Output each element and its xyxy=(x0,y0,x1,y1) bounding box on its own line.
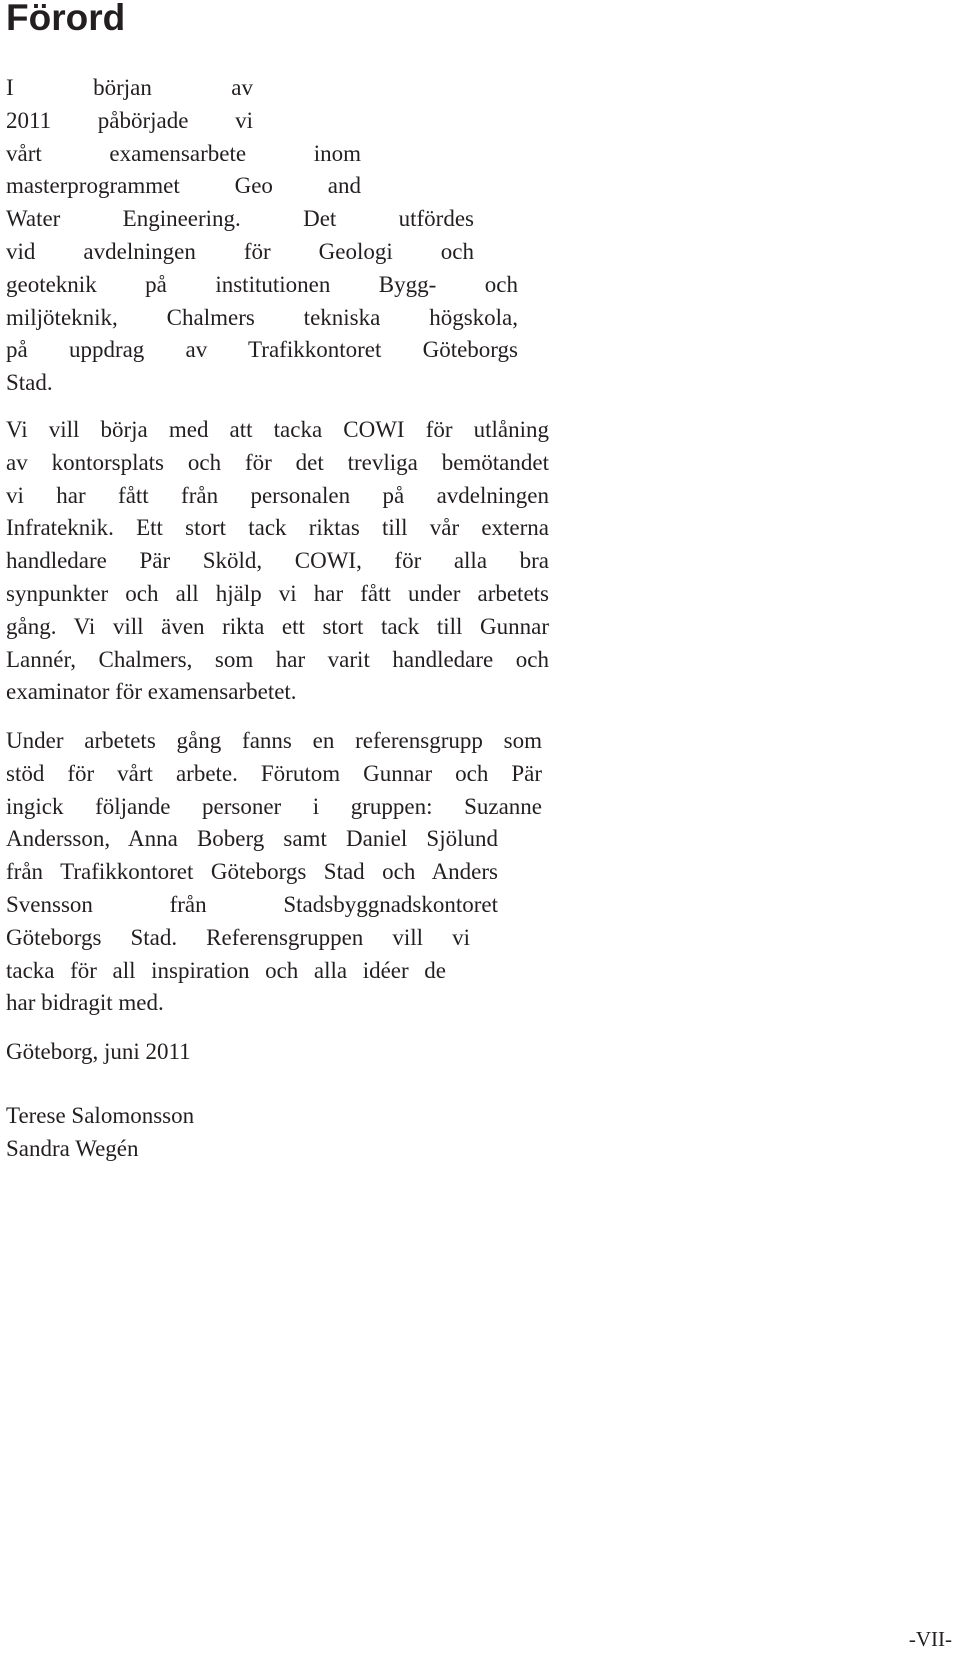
text-line: I början av xyxy=(6,75,253,100)
text-line: gång. Vi vill även rikta ett stort tack till Gunnar xyxy=(6,613,549,639)
text-line: Under arbetets gång fanns en referensgrupp som xyxy=(6,728,542,753)
text-line: av kontorsplats och för det trevliga bemötandet xyxy=(6,449,549,475)
text-line: Vi vill börja med att tacka COWI för utlåning xyxy=(6,417,549,442)
text-line: Stad. xyxy=(6,370,53,396)
text-line: miljöteknik, Chalmers tekniska högskola, xyxy=(6,304,518,330)
author-name: Terese Salomonsson xyxy=(6,1103,195,1128)
text-line: vid avdelningen för Geologi och xyxy=(6,238,474,264)
text-line: stöd för vårt arbete. Förutom Gunnar och Pär xyxy=(6,760,542,786)
text-line: på uppdrag av Trafikkontoret Göteborgs xyxy=(6,337,518,363)
text-line: vi har fått från personalen på avdelningen xyxy=(6,482,549,508)
paragraph-acknowledgements xyxy=(6,414,549,709)
text-line: tacka för all inspiration och alla idéer de xyxy=(6,957,446,983)
text-line: ingick följande personer i gruppen: Suzanne xyxy=(6,793,542,819)
text-line: Lannér, Chalmers, som har varit handledare och xyxy=(6,646,549,672)
text-line: Infrateknik. Ett stort tack riktas till vår externa xyxy=(6,515,549,541)
text-line: Göteborgs Stad. Referensgruppen vill vi xyxy=(6,924,470,950)
text-line: från Trafikkontoret Göteborgs Stad och Anders xyxy=(6,859,498,885)
text-line: Andersson, Anna Boberg samt Daniel Sjölund xyxy=(6,826,498,852)
author-list xyxy=(6,1100,194,1166)
page-title: Förord xyxy=(6,0,126,38)
text-line: synpunkter och all hjälp vi har fått under arbetets xyxy=(6,580,549,606)
text-line: geoteknik på institutionen Bygg- och xyxy=(6,271,518,297)
text-line: Water Engineering. Det utfördes xyxy=(6,206,474,232)
place-date-line: Göteborg, juni 2011 xyxy=(6,1039,191,1064)
author-name: Sandra Wegén xyxy=(6,1135,139,1161)
text-line: masterprogrammet Geo and xyxy=(6,173,361,199)
text-line: handledare Pär Sköld, COWI, för alla bra xyxy=(6,548,549,574)
paragraph-reference-group xyxy=(6,725,542,1020)
page-number: -VII- xyxy=(908,1627,952,1651)
text-line: 2011 påbörjade vi xyxy=(6,107,253,133)
place-date xyxy=(6,1036,191,1069)
text-line: har bidragit med. xyxy=(6,990,164,1016)
text-line: vårt examensarbete inom xyxy=(6,140,361,166)
paragraph-intro xyxy=(6,72,518,400)
text-line: examinator för examensarbetet. xyxy=(6,679,297,705)
text-line: Svensson från Stadsbyggnadskontoret xyxy=(6,891,498,917)
